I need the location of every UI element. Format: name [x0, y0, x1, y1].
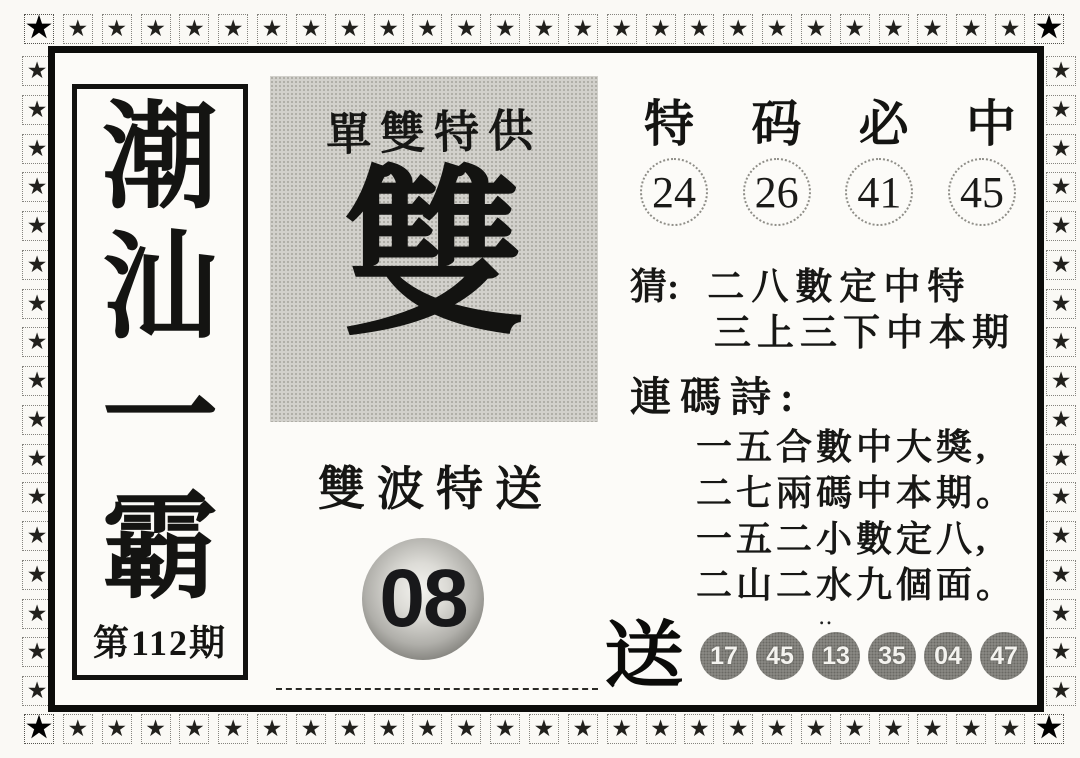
star-icon: ★: [490, 714, 520, 744]
star-icon: ★: [607, 14, 637, 44]
star-icon: ★: [1046, 676, 1076, 706]
star-icon: ★: [529, 14, 559, 44]
star-icon: ★: [529, 714, 559, 744]
star-icon: ★: [723, 14, 753, 44]
poem-line: 一五二小數定八,: [696, 519, 990, 559]
pick-number-circle: 45: [948, 158, 1016, 226]
star-icon: ★: [257, 714, 287, 744]
header-char: 码: [751, 96, 802, 152]
guess-label: 猜:: [630, 267, 680, 308]
star-icon: ★: [22, 289, 52, 319]
star-icon: ★: [1035, 712, 1062, 744]
star-icon: ★: [102, 714, 132, 744]
pick-number-circle: 26: [743, 158, 811, 226]
star-icon: ★: [335, 14, 365, 44]
star-icon: ★: [26, 12, 52, 44]
poem-label: 連碼詩:: [630, 374, 803, 420]
star-icon: ★: [840, 14, 870, 44]
poem-line: 二七兩碼中本期。: [696, 473, 1017, 513]
star-icon: ★: [63, 14, 93, 44]
star-icon: ★: [684, 14, 714, 44]
star-icon: ★: [490, 14, 520, 44]
star-icon: ★: [1046, 56, 1076, 86]
star-icon: ★: [1046, 482, 1076, 512]
star-icon: ★: [141, 14, 171, 44]
star-icon: ★: [22, 521, 52, 551]
star-icon: ★: [374, 14, 404, 44]
star-icon: ★: [840, 714, 870, 744]
star-icon: ★: [22, 676, 52, 706]
odd-even-pick: 雙: [343, 157, 525, 358]
star-icon: ★: [1046, 172, 1076, 202]
star-icon: ★: [723, 714, 753, 744]
star-icon: ★: [257, 14, 287, 44]
star-icon: ★: [956, 14, 986, 44]
star-icon: ★: [63, 714, 93, 744]
star-icon: ★: [995, 14, 1025, 44]
star-icon: ★: [179, 714, 209, 744]
star-icon: ★: [801, 14, 831, 44]
star-icon: ★: [22, 366, 52, 396]
star-icon: ★: [1046, 521, 1076, 551]
gift-number-circle: 13: [812, 632, 860, 680]
star-icon: ★: [995, 714, 1025, 744]
gift-number-circle: 35: [868, 632, 916, 680]
star-icon: ★: [22, 95, 52, 125]
star-icon: ★: [22, 637, 52, 667]
star-icon: ★: [568, 714, 598, 744]
special-code-picks: [640, 158, 1016, 226]
star-icon: ★: [684, 714, 714, 744]
star-icon: ★: [296, 14, 326, 44]
star-icon: ★: [1046, 327, 1076, 357]
star-icon: ★: [1046, 95, 1076, 125]
star-icon: ★: [1046, 405, 1076, 435]
header-char: 中: [965, 96, 1016, 152]
gift-number-circle: 47: [980, 632, 1028, 680]
masthead-char: 汕: [102, 224, 218, 353]
star-icon: ★: [22, 405, 52, 435]
pick-number-circle: 24: [640, 158, 708, 226]
star-border-right: [1046, 56, 1080, 706]
star-icon: ★: [607, 714, 637, 744]
star-icon: ★: [1046, 637, 1076, 667]
star-icon: ★: [1046, 250, 1076, 280]
poem-line: 一五合數中大獎,: [696, 427, 990, 467]
special-code-header: [644, 84, 1016, 156]
star-icon: ★: [646, 14, 676, 44]
star-icon: ★: [22, 56, 52, 86]
star-border-top: [24, 14, 1064, 50]
star-icon: ★: [412, 714, 442, 744]
masthead-char: 潮: [102, 95, 218, 223]
star-icon: ★: [22, 599, 52, 629]
star-icon: ★: [917, 714, 947, 744]
odd-even-heading: 單雙特供: [325, 105, 543, 161]
star-icon: ★: [22, 560, 52, 590]
star-icon: ★: [1046, 444, 1076, 474]
star-icon: ★: [956, 714, 986, 744]
star-icon: ★: [1046, 134, 1076, 164]
star-icon: ★: [1046, 289, 1076, 319]
star-icon: ★: [22, 172, 52, 202]
masthead-char: 霸: [102, 484, 218, 613]
star-icon: ★: [102, 14, 132, 44]
wave-tip-number: 08: [379, 553, 467, 644]
odd-even-tip-box: [270, 76, 598, 422]
masthead-panel: [72, 84, 248, 680]
star-icon: ★: [879, 14, 909, 44]
star-icon: ★: [1046, 366, 1076, 396]
star-icon: ★: [1046, 560, 1076, 590]
header-char: 特: [644, 96, 694, 152]
star-icon: ★: [218, 14, 248, 44]
wave-tip-heading: 雙波特送: [318, 464, 554, 516]
star-icon: ★: [451, 714, 481, 744]
star-border-bottom: [24, 714, 1064, 750]
star-icon: ★: [26, 712, 52, 744]
star-icon: ★: [179, 14, 209, 44]
gift-row: [606, 618, 1028, 694]
star-icon: ★: [1035, 12, 1062, 44]
star-icon: ★: [568, 14, 598, 44]
guess-line-2: 三上三下中本期: [714, 313, 1015, 354]
star-icon: ★: [762, 14, 792, 44]
star-icon: ★: [296, 714, 326, 744]
poem-line: 二山二水九個面。: [696, 565, 1017, 605]
star-icon: ★: [22, 211, 52, 241]
star-icon: ★: [1046, 211, 1076, 241]
masthead-char: 一: [102, 354, 218, 483]
star-icon: ★: [374, 714, 404, 744]
pick-number-circle: 41: [845, 158, 913, 226]
star-icon: ★: [141, 714, 171, 744]
star-icon: ★: [218, 714, 248, 744]
star-icon: ★: [22, 482, 52, 512]
gift-number-circle: 17: [700, 632, 748, 680]
star-icon: ★: [22, 444, 52, 474]
star-icon: ★: [22, 250, 52, 280]
star-icon: ★: [762, 714, 792, 744]
wave-tip-ball: [362, 538, 484, 660]
star-icon: ★: [335, 714, 365, 744]
divider-line: [276, 688, 598, 690]
star-icon: ★: [917, 14, 947, 44]
star-icon: ★: [22, 327, 52, 357]
star-icon: ★: [22, 134, 52, 164]
gift-number-circle: 45: [756, 632, 804, 680]
star-icon: ★: [801, 714, 831, 744]
ink-dots: ‥: [818, 604, 841, 629]
issue-number: 第112期: [92, 622, 227, 663]
poem-lines: [696, 424, 1016, 608]
gift-number-circle: 04: [924, 632, 972, 680]
guess-text: 二八數定中特: [707, 267, 972, 308]
star-icon: ★: [412, 14, 442, 44]
star-icon: ★: [451, 14, 481, 44]
star-icon: ★: [1046, 599, 1076, 629]
gift-circles: [700, 632, 1028, 680]
gift-label: 送: [604, 616, 684, 696]
star-icon: ★: [646, 714, 676, 744]
header-char: 必: [858, 96, 909, 152]
star-icon: ★: [879, 714, 909, 744]
